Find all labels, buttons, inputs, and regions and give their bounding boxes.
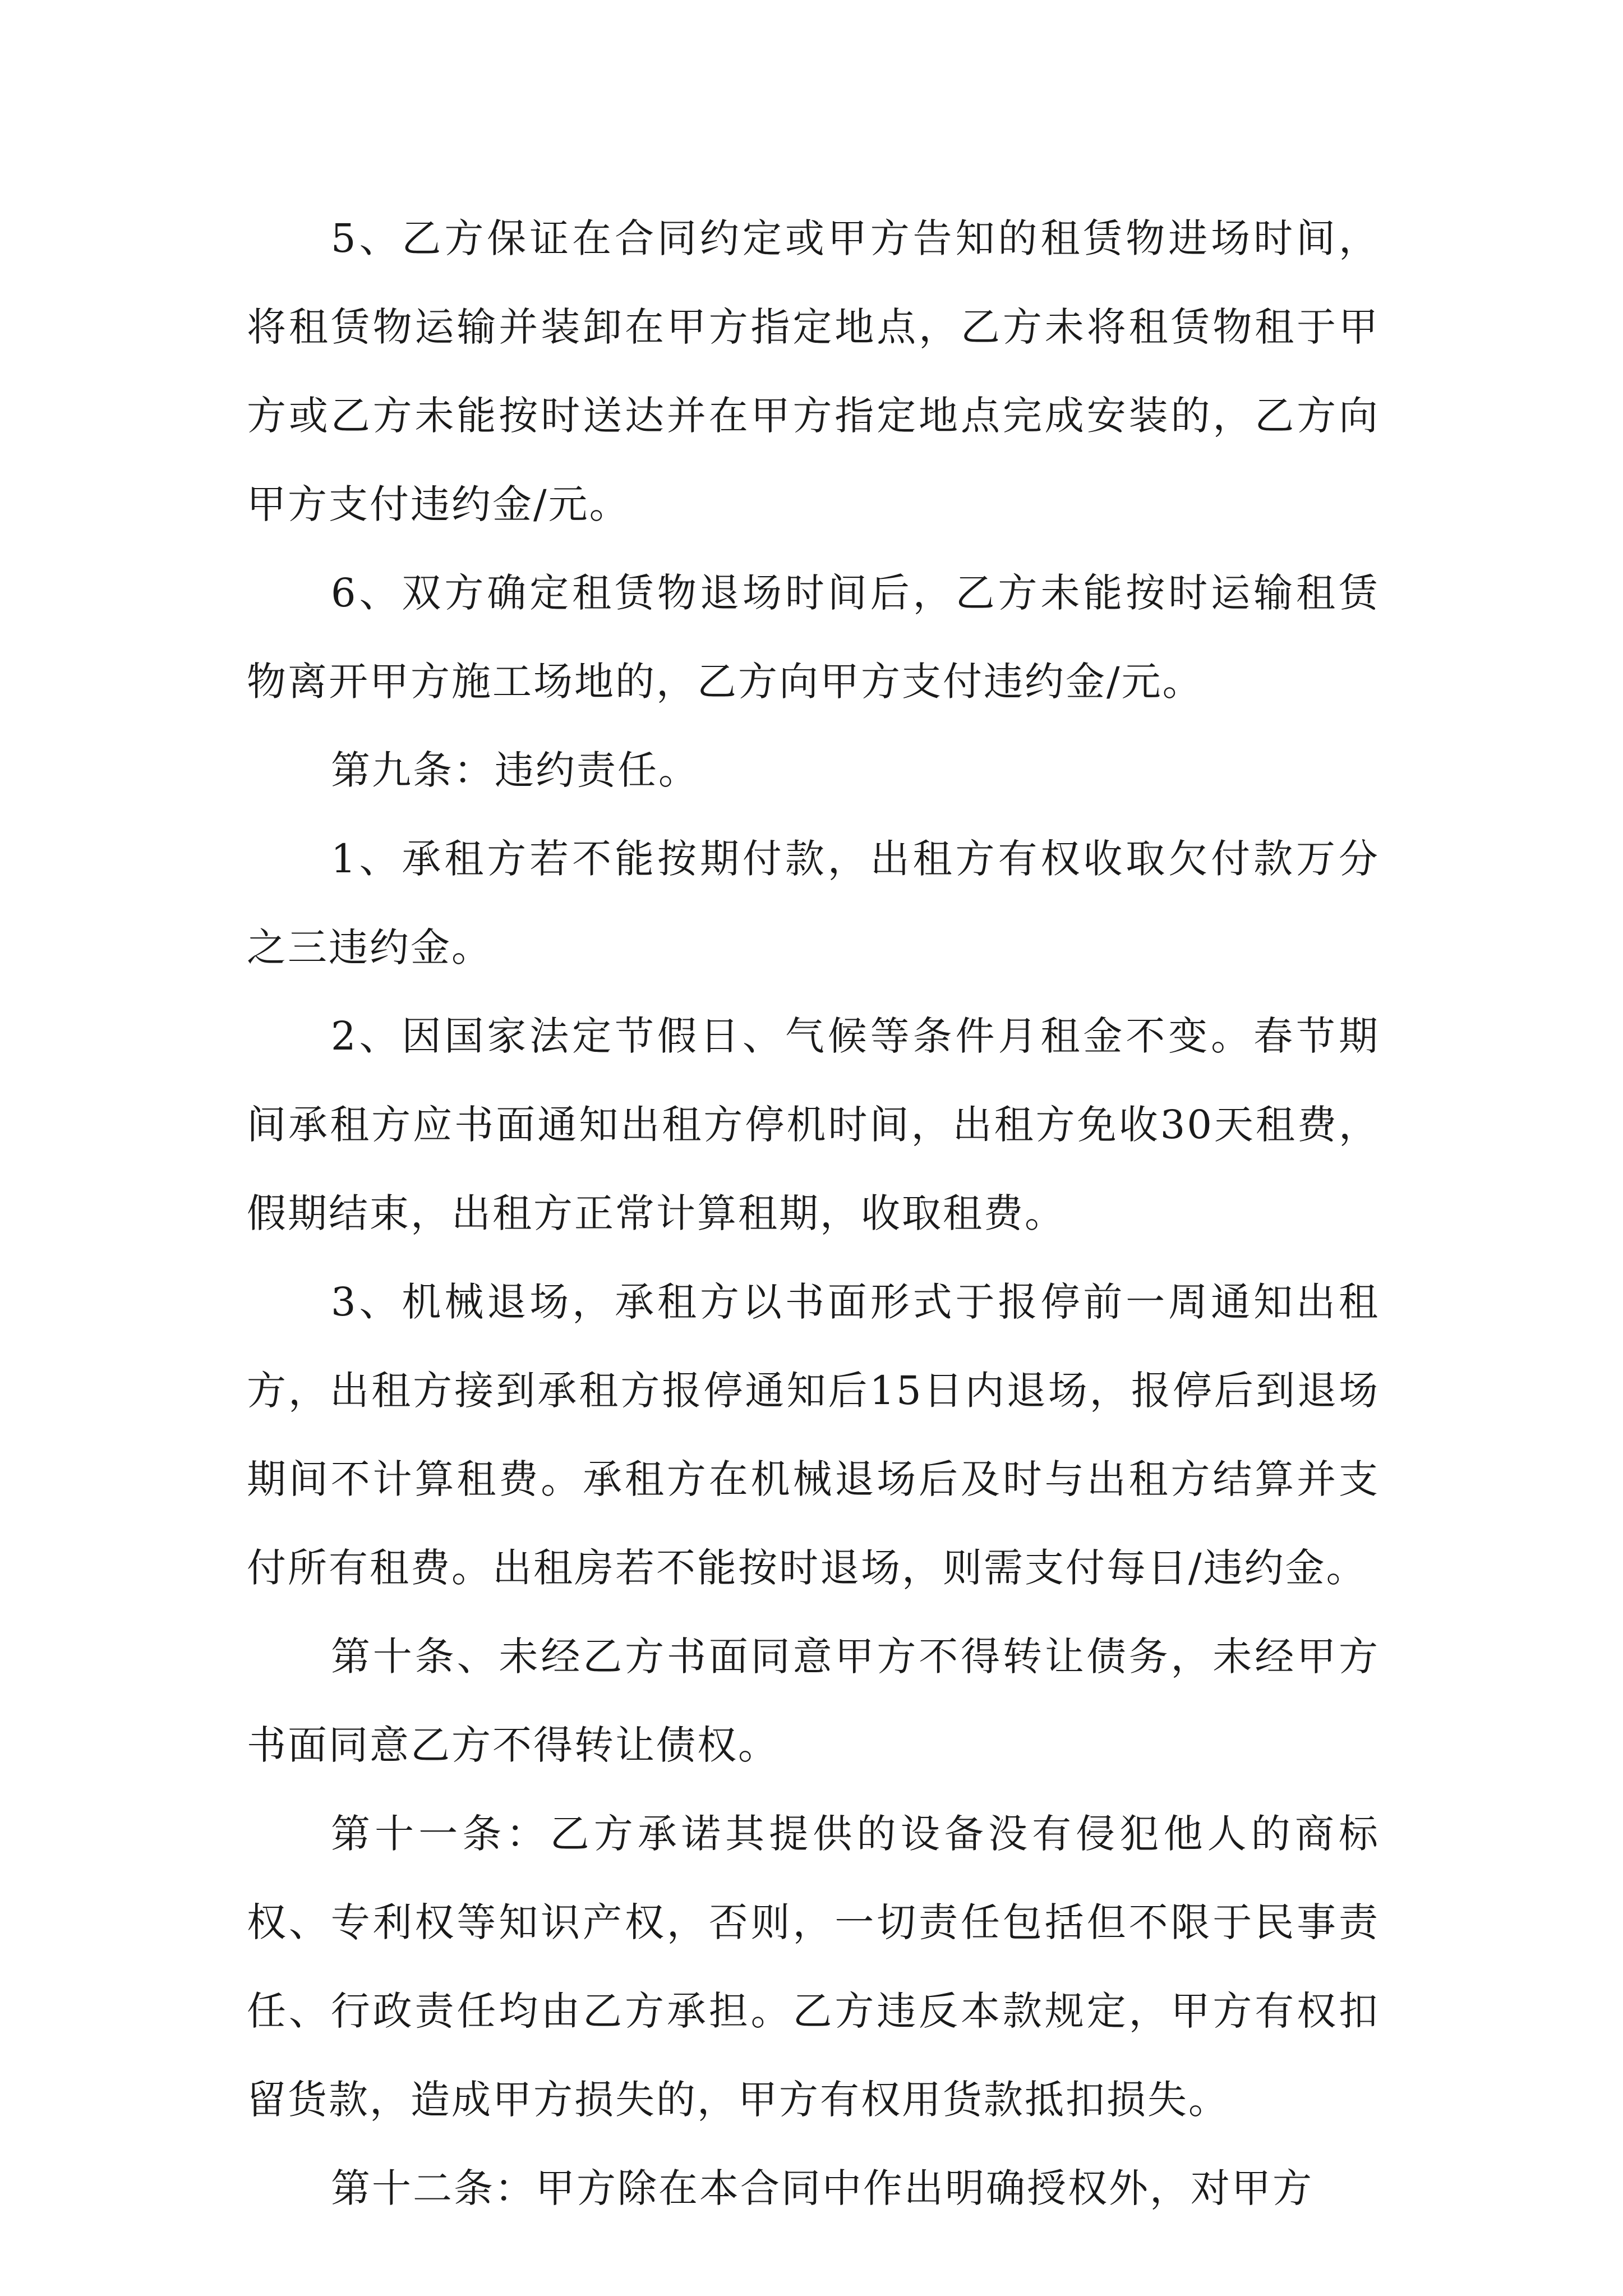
document-body xyxy=(247,194,1380,2233)
paragraph-clause-6: 6、双方确定租赁物退场时间后，乙方未能按时运输租赁物离开甲方施工场地的，乙方向甲方支付违约金/元。 xyxy=(247,570,1380,705)
paragraph-article-11: 第十一条：乙方承诺其提供的设备没有侵犯他人的商标权、专利权等知识产权，否则，一切责任包括但不限于民事责任、行政责任均由乙方承担。乙方违反本款规定，甲方有权扣留货款，造成甲方损失的，甲方有权用货款抵扣损失。 xyxy=(247,1811,1380,2123)
paragraph-article-9-item-2: 2、因国家法定节假日、气候等条件月租金不变。春节期间承租方应书面通知出租方停机时间，出租方免收30天租费，假期结束，出租方正常计算租期，收取租费。 xyxy=(247,1013,1380,1236)
heading-article-9: 第九条：违约责任。 xyxy=(331,747,699,793)
paragraph-article-9-item-1: 1、承租方若不能按期付款，出租方有权收取欠付款万分之三违约金。 xyxy=(247,836,1380,970)
paragraph-article-12: 第十二条：甲方除在本合同中作出明确授权外，对甲方 xyxy=(331,2165,1313,2211)
paragraph-clause-5: 5、乙方保证在合同约定或甲方告知的租赁物进场时间，将租赁物运输并装卸在甲方指定地点，乙方未将租赁物租于甲方或乙方未能按时送达并在甲方指定地点完成安装的，乙方向甲方支付违约金/元。 xyxy=(247,215,1380,527)
paragraph-article-10: 第十条、未经乙方书面同意甲方不得转让债务，未经甲方书面同意乙方不得转让债权。 xyxy=(247,1634,1380,1768)
paragraph-article-9-item-3: 3、机械退场，承租方以书面形式于报停前一周通知出租方，出租方接到承租方报停通知后15日内退场，报停后到退场期间不计算租费。承租方在机械退场后及时与出租方结算并支付所有租费。出租房若不能按时退场，则需支付每日/违约金。 xyxy=(247,1279,1380,1591)
